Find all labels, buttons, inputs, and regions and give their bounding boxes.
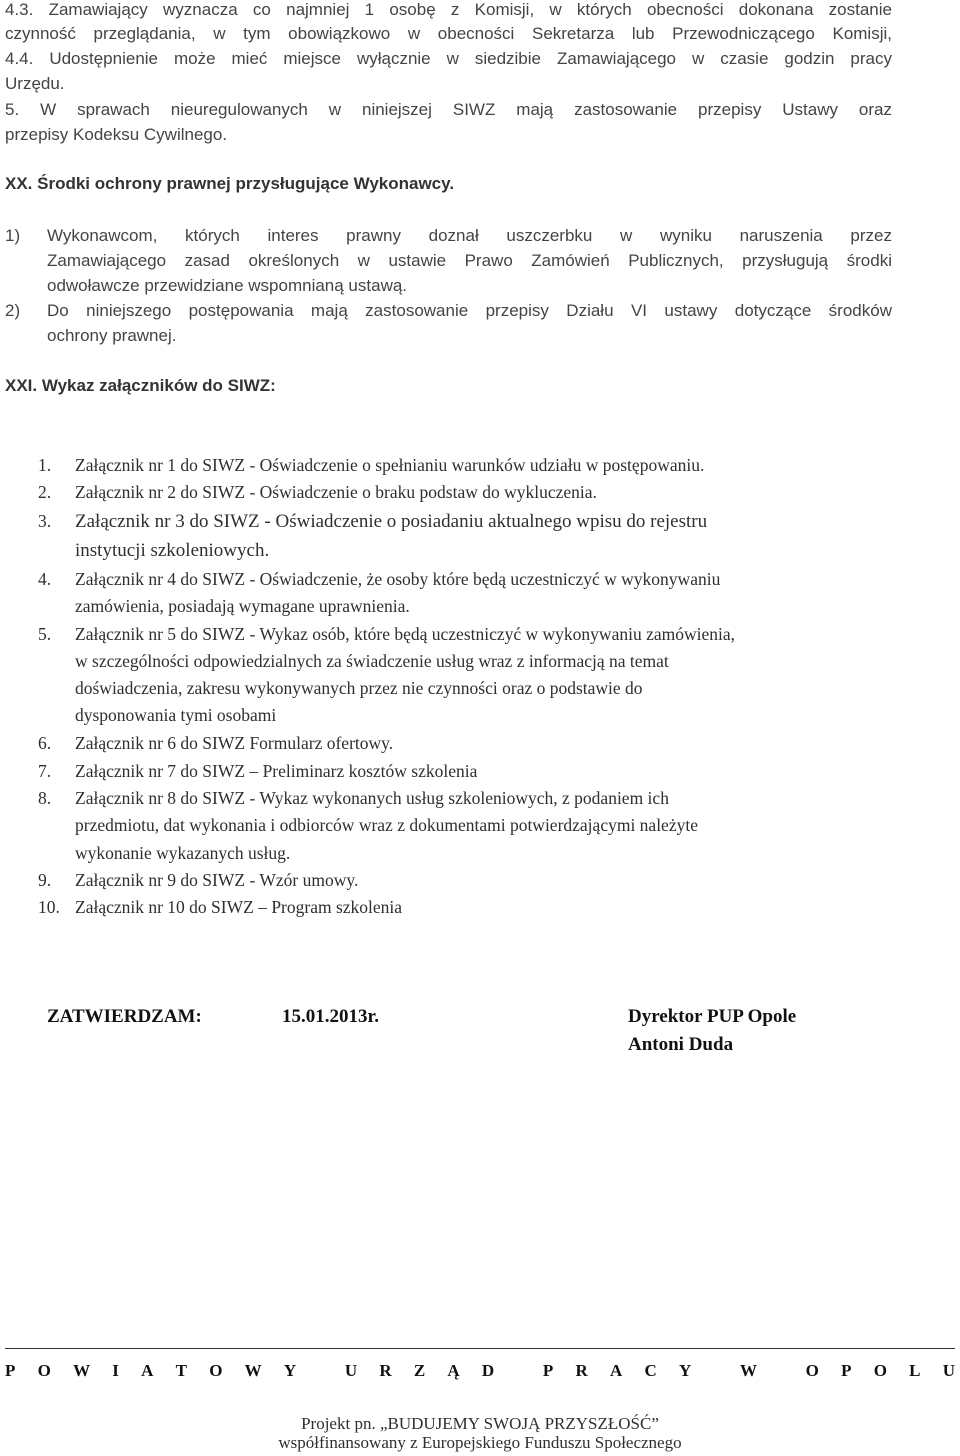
footer-office-letter: L	[909, 1361, 921, 1380]
footer-office-letter: W	[739, 1361, 757, 1380]
footer-office-letter: A	[609, 1361, 623, 1380]
footer-office-letter: Y	[283, 1361, 297, 1380]
signer-title: Dyrektor PUP Opole	[628, 1006, 797, 1027]
footer-rule	[5, 1348, 955, 1349]
xx-item-2-line-1: Do niniejszego postępowania mają zastosowanie przepisy Działu VI ustawy dotyczące środków	[47, 301, 892, 320]
footer-office-letter	[516, 1357, 520, 1384]
attachment-6-number: 6.	[38, 733, 52, 753]
footer-office-letter: C	[644, 1361, 657, 1380]
attachment-5-line-4: dysponowania tymi osobami	[75, 705, 277, 725]
attachment-8-line-1: Załącznik nr 8 do SIWZ - Wykaz wykonanych usług szkoleniowych, z podaniem ich	[75, 788, 669, 808]
xx-item-1-line-1: Wykonawcom, których interes prawny doznał uszczerbku w wyniku naruszenia przez	[47, 226, 892, 245]
footer-office-letter: Z	[413, 1361, 426, 1380]
section-xx-heading: XX. Środki ochrony prawnej przysługujące Wykonawcy.	[5, 174, 455, 193]
footer-office-letter	[779, 1357, 783, 1384]
paragraph-4-3-line-2: czynność przeglądania, w tym obowiązkowo w obecności Sekretarza lub Przewodniczącego Komisji,	[5, 24, 892, 43]
approval-date: 15.01.2013r.	[282, 1006, 379, 1027]
paragraph-5-line-2: przepisy Kodeksu Cywilnego.	[5, 125, 228, 144]
footer-office-letter	[713, 1357, 717, 1384]
paragraph-4-4-line-2: Urzędu.	[5, 74, 65, 93]
footer-office-letter: T	[175, 1361, 187, 1380]
attachment-8-number: 8.	[38, 788, 52, 808]
attachment-1-text: Załącznik nr 1 do SIWZ - Oświadczenie o spełnianiu warunków udziału w postępowaniu.	[75, 455, 705, 475]
footer-cofinance-line: współfinansowany z Europejskiego Funduszu Społecznego	[278, 1433, 682, 1452]
footer-office-letter: W	[244, 1361, 262, 1380]
xx-item-1-line-3: odwoławcze przewidziane wspomnianą ustawą.	[47, 276, 408, 295]
attachment-2-number: 2.	[38, 482, 52, 502]
attachment-9-number: 9.	[38, 870, 52, 890]
footer-office-letter: R	[575, 1361, 588, 1380]
attachment-5-line-1: Załącznik nr 5 do SIWZ - Wykaz osób, które będą uczestniczyć w wykonywaniu zamówienia,	[75, 624, 735, 644]
footer-office-letter: O	[873, 1361, 887, 1380]
attachment-7-number: 7.	[38, 761, 52, 781]
attachment-8-line-3: wykonanie wykazanych usług.	[75, 843, 291, 863]
section-xxi-heading: XXI. Wykaz załączników do SIWZ:	[5, 376, 276, 395]
footer-office-letter: O	[37, 1361, 51, 1380]
approval-label: ZATWIERDZAM:	[47, 1006, 202, 1027]
attachment-8-line-2: przedmiotu, dat wykonania i odbiorców wraz z dokumentami potwierdzającymi należyte	[75, 815, 698, 835]
attachment-3-number: 3.	[38, 511, 52, 531]
attachment-3-line-1: Załącznik nr 3 do SIWZ - Oświadczenie o posiadaniu aktualnego wpisu do rejestru	[75, 511, 708, 532]
footer-office-letter: Ą	[447, 1361, 460, 1380]
xx-item-1-line-2: Zamawiającego zasad określonych w ustawie Prawo Zamówień Publicznych, przysługują środki	[47, 251, 892, 270]
footer-office-letter: U	[942, 1361, 955, 1380]
attachment-10-text: Załącznik nr 10 do SIWZ – Program szkolenia	[75, 897, 403, 917]
footer-office-letter: P	[841, 1361, 852, 1380]
attachment-4-line-2: zamówienia, posiadają wymagane uprawnienia.	[75, 596, 410, 616]
footer-office-letter: W	[73, 1361, 91, 1380]
attachment-6-text: Załącznik nr 6 do SIWZ Formularz ofertowy.	[75, 733, 394, 753]
attachment-5-line-3: doświadczenia, zakresu wykonywanych przez nie czynności oraz o podstawie do	[75, 678, 643, 698]
footer-office-letter: Y	[678, 1361, 692, 1380]
footer-office-letter: I	[112, 1361, 119, 1380]
footer-office-letter: P	[542, 1361, 554, 1380]
footer-office-letter: D	[481, 1361, 495, 1380]
paragraph-5-line-1: 5. W sprawach nieuregulowanych w niniejszej SIWZ mają zastosowanie przepisy Ustawy oraz	[5, 100, 892, 119]
footer-office-letter: A	[141, 1361, 154, 1380]
attachment-3-line-2: instytucji szkoleniowych.	[75, 540, 270, 561]
signer-name: Antoni Duda	[628, 1034, 734, 1055]
attachment-5-line-2: w szczególności odpowiedzialnych za świadczenie usług wraz z informacją na temat	[75, 651, 669, 671]
attachment-2-text: Załącznik nr 2 do SIWZ - Oświadczenie o braku podstaw do wykluczenia.	[75, 482, 597, 502]
footer-office-letter	[318, 1357, 322, 1384]
attachment-10-number: 10.	[38, 897, 60, 917]
attachment-4-line-1: Załącznik nr 4 do SIWZ - Oświadczenie, że osoby które będą uczestniczyć w wykonywaniu	[75, 569, 721, 589]
footer-office-name	[5, 1357, 955, 1384]
paragraph-4-3-line-1: 4.3. Zamawiający wyznacza co najmniej 1 osobę z Komisji, w których obecności dokonana zostanie	[5, 0, 892, 19]
footer-project-line: Projekt pn. „BUDUJEMY SWOJĄ PRZYSZŁOŚĆ”	[301, 1414, 659, 1433]
footer-office-letter: U	[344, 1361, 358, 1380]
attachment-5-number: 5.	[38, 624, 52, 644]
xx-item-2-line-2: ochrony prawnej.	[47, 326, 177, 345]
paragraph-4-4-line-1: 4.4. Udostępnienie może mieć miejsce wyłącznie w siedzibie Zamawiającego w czasie godzin pracy	[5, 49, 892, 68]
attachment-9-text: Załącznik nr 9 do SIWZ - Wzór umowy.	[75, 870, 359, 890]
attachment-7-text: Załącznik nr 7 do SIWZ – Preliminarz kosztów szkolenia	[75, 761, 478, 781]
footer-office-letter: O	[805, 1361, 819, 1380]
footer-office-letter: R	[379, 1361, 392, 1380]
footer-office-letter: O	[209, 1361, 223, 1380]
attachment-1-number: 1.	[38, 455, 52, 475]
attachment-4-number: 4.	[38, 569, 52, 589]
xx-item-1-number: 1)	[5, 226, 21, 245]
xx-item-2-number: 2)	[5, 301, 21, 320]
footer-office-letter: P	[5, 1361, 16, 1380]
